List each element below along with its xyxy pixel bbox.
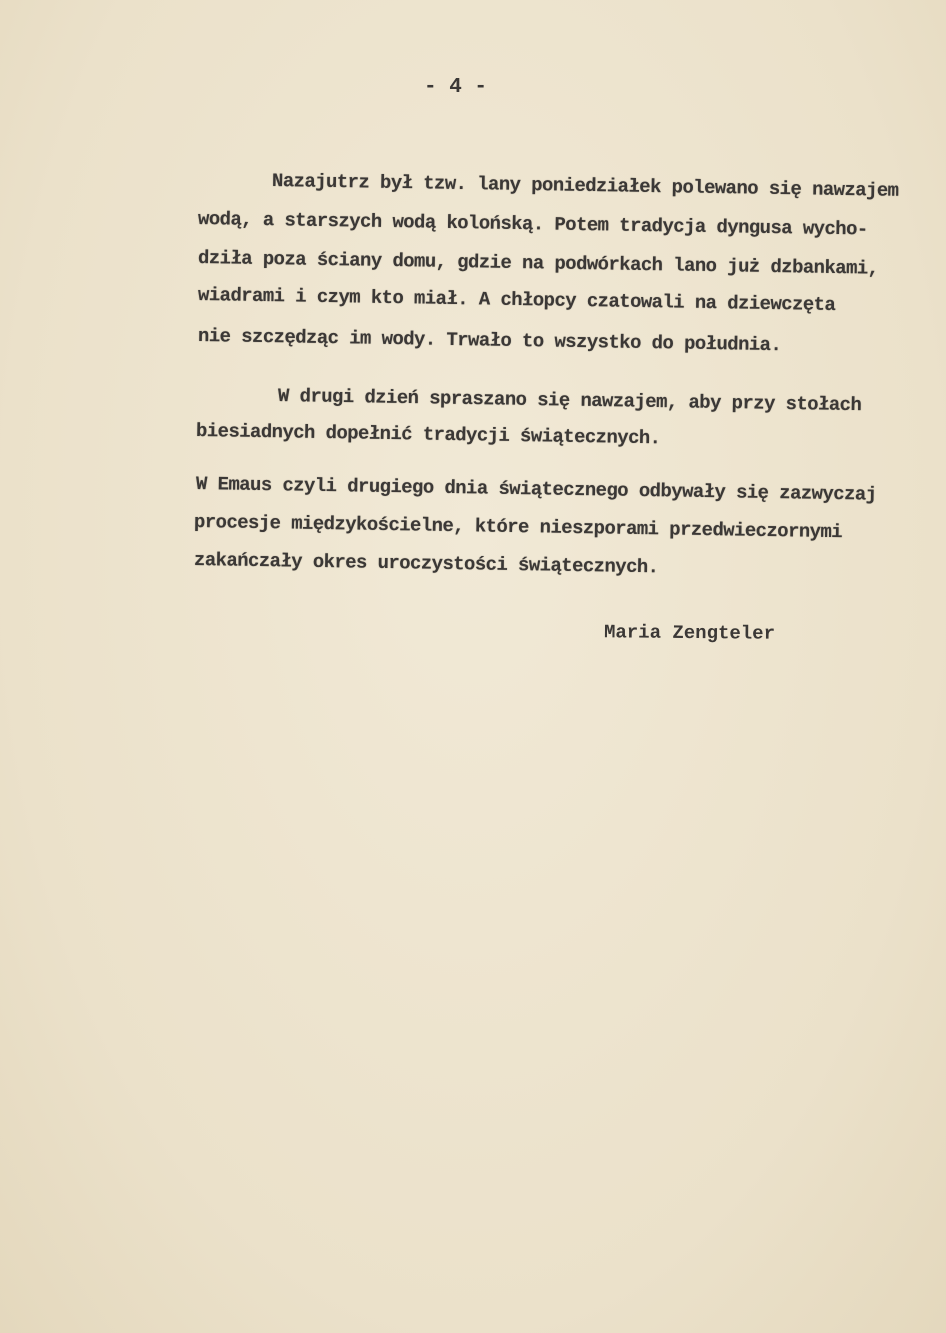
text-line: procesje międzykościelne, które nieszporami przedwieczornymi	[193, 511, 843, 544]
text-line: W drugi dzień spraszano się nawzajem, aby przy stołach	[277, 385, 862, 417]
text-line: Nazajutrz był tzw. lany poniedziałek polewano się nawzajem	[271, 170, 899, 202]
text-line: W Emaus czyli drugiego dnia świątecznego odbywały się zazwyczaj	[195, 473, 877, 506]
text-line: wiadrami i czym kto miał. A chłopcy czatowali na dziewczęta	[197, 284, 836, 317]
text-line: nie szczędząc im wody. Trwało to wszystko do południa.	[197, 325, 782, 357]
text-line: dziła poza ściany domu, gdzie na podwórkach lano już dzbankami,	[197, 247, 879, 280]
text-line: biesiadnych dopełnić tradycji świątecznych.	[195, 420, 661, 450]
page-number: - 4 -	[424, 76, 488, 99]
text-line: zakańczały okres uroczystości świątecznych.	[193, 549, 659, 579]
signature: Maria Zengteler	[603, 621, 776, 645]
text-line: wodą, a starszych wodą kolońską. Potem tradycja dyngusa wycho-	[197, 208, 868, 241]
